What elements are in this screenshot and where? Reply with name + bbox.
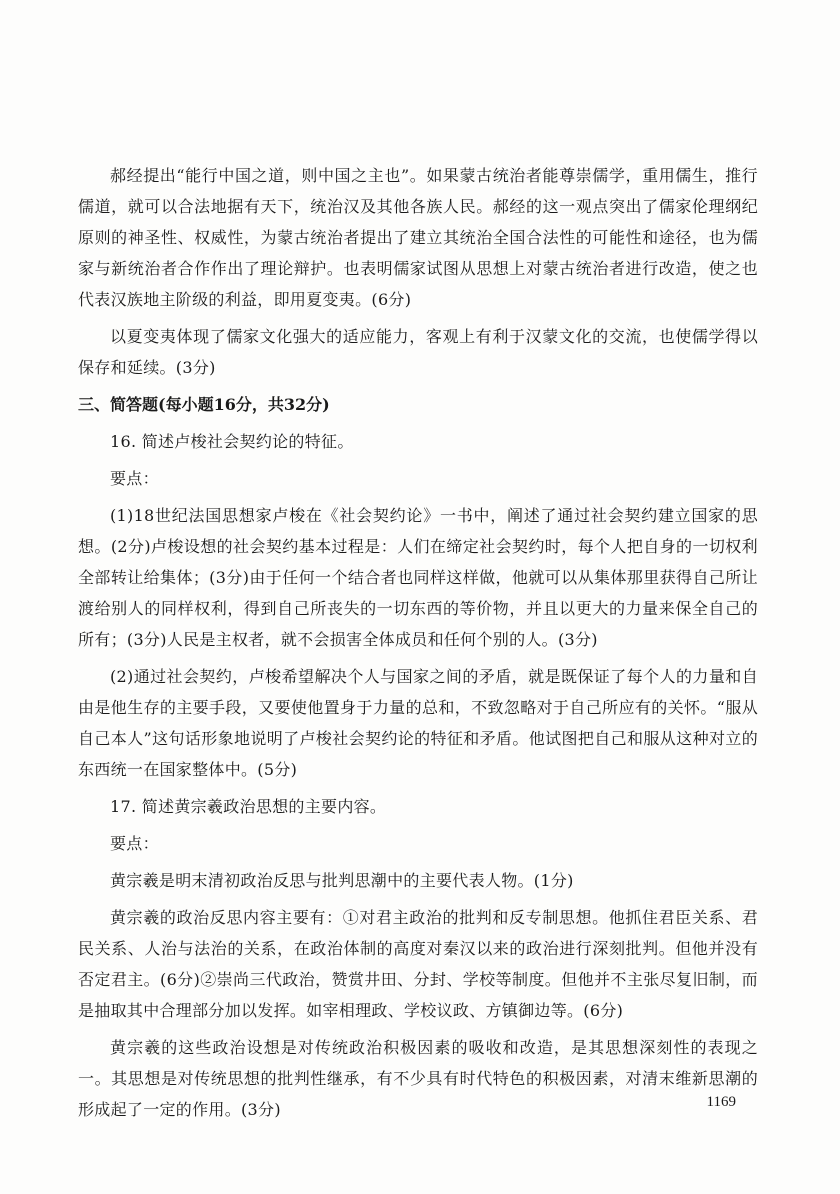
key-points-label-16: 要点： bbox=[110, 469, 159, 488]
question-17: 17. 简述黄宗羲政治思想的主要内容。 bbox=[110, 797, 387, 816]
question-16: 16. 简述卢梭社会契约论的特征。 bbox=[110, 432, 354, 451]
key-points-label-17: 要点： bbox=[110, 834, 159, 853]
paragraph-hao-jing: 郝经提出“能行中国之道，则中国之主也”。如果蒙古统治者能尊崇儒学，重用儒生，推行儒道，就可以合法地据有天下，统治汉及其他各族人民。郝经的这一观点突出了儒家伦理纲纪原则的神圣性、权威性，为蒙古统治者提出了建立其统治全国合法性的可能性和途径，也为儒家与新统治者合作作出了理论辩护。也表明儒家试图从思想上对蒙古统治者进行改造，使之也代表汉族地主阶级的利益，即用夏变夷。(6分) bbox=[78, 166, 758, 309]
answer-17-intro: 黄宗羲是明末清初政治反思与批判思潮中的主要代表人物。(1分) bbox=[110, 871, 574, 890]
document-body bbox=[78, 160, 758, 1131]
answer-17-content: 黄宗羲的政治反思内容主要有：①对君主政治的批判和反专制思想。他抓住君臣关系、君民关系、人治与法治的关系，在政治体制的高度对秦汉以来的政治进行深刻批判。但他并没有否定君主。(6分)②崇尚三代政治，赞赏井田、分封、学校等制度。但他并不主张尽复旧制，而是抽取其中合理部分加以发挥。如宰相理政、学校议政、方镇御边等。(6分) bbox=[78, 908, 758, 1020]
answer-16-point-2: (2)通过社会契约，卢梭希望解决个人与国家之间的矛盾，就是既保证了每个人的力量和自由是他生存的主要手段，又要使他置身于力量的总和，不致忽略对于自己所应有的关怀。“服从自己本人”这句话形象地说明了卢梭社会契约论的特征和矛盾。他试图把自己和服从这种对立的东西统一在国家整体中。(5分) bbox=[78, 667, 758, 779]
answer-17-conclusion: 黄宗羲的这些政治设想是对传统政治积极因素的吸收和改造，是其思想深刻性的表现之一。其思想是对传统思想的批判性继承，有不少具有时代特色的积极因素，对清末维新思潮的形成起了一定的作用。(3分) bbox=[78, 1038, 758, 1119]
page-number: 1169 bbox=[706, 1094, 736, 1110]
section-heading-short-answer: 三、简答题(每小题16分，共32分) bbox=[78, 395, 330, 414]
answer-16-point-1: (1)18世纪法国思想家卢梭在《社会契约论》一书中，阐述了通过社会契约建立国家的思想。(2分)卢梭设想的社会契约基本过程是：人们在缔定社会契约时，每个人把自身的一切权利全部转让给集体；(3分)由于任何一个结合者也同样这样做，他就可以从集体那里获得自己所让渡给别人的同样权利，得到自己所丧失的一切东西的等价物，并且以更大的力量来保全自己的所有；(3分)人民是主权者，就不会损害全体成员和任何个别的人。(3分) bbox=[78, 506, 758, 649]
paragraph-yi-xia-bian-yi: 以夏变夷体现了儒家文化强大的适应能力，客观上有利于汉蒙文化的交流，也使儒学得以保存和延续。(3分) bbox=[78, 327, 758, 377]
